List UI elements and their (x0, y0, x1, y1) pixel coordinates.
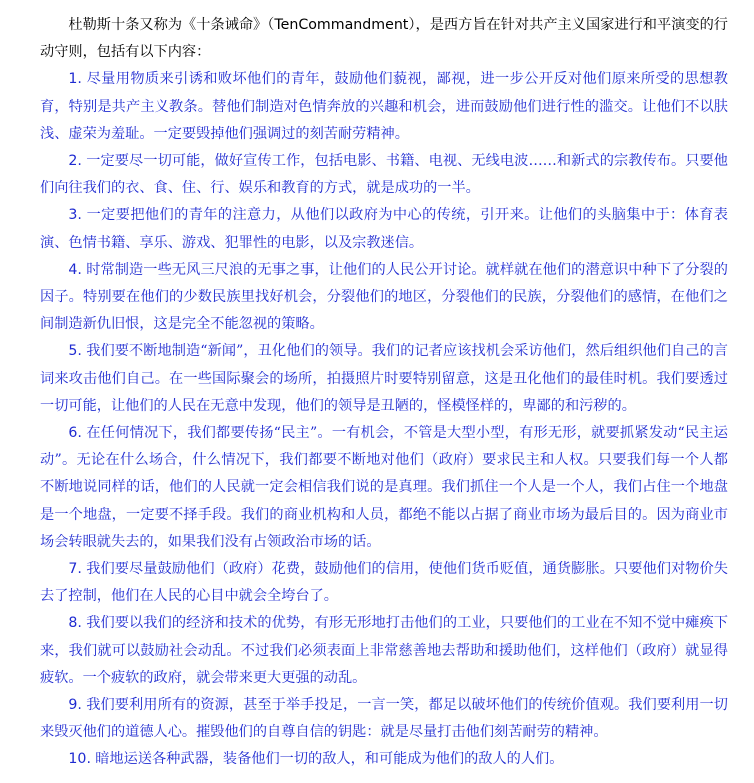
list-item-number: 5. (68, 343, 82, 360)
intro-title-latin: TenCommandment (274, 17, 409, 33)
list-item-5 (40, 338, 728, 420)
list-item-text: 我们要不断地制造“新闻”，丑化他们的领导。我们的记者应该找机会采访他们，然后组织他们自己的言词来攻击他们自己。在一些国际聚会的场所，拍摄照片时要特别留意，这是丑化他们的最佳时机。我们要透过一切可能，让他们的人民在无意中发现，他们的领导是丑陋的，怪模怪样的，卑鄙的和污秽的。 (40, 343, 728, 414)
list-item-text: 我们要尽量鼓励他们（政府）花费，鼓励他们的信用，使他们货币贬值，通货膨胀。只要他们对物价失去了控制，他们在人民的心目中就会全垮台了。 (40, 561, 728, 605)
list-item-text: 我们要利用所有的资源，甚至于举手投足，一言一笑，都足以破坏他们的传统价值观。我们要利用一切来毁灭他们的道德人心。摧毁他们的自尊自信的钥匙：就是尽量打击他们刻苦耐劳的精神。 (40, 697, 728, 741)
intro-text-before-title: 杜勒斯十条又称为《十条诫命》（ (68, 17, 275, 33)
list-item-4 (40, 257, 728, 339)
list-item-text: 尽量用物质来引诱和败坏他们的青年，鼓励他们藐视，鄙视，进一步公开反对他们原来所受的思想教育，特别是共产主义教条。替他们制造对色情奔放的兴趣和机会，进而鼓励他们进行性的滥交。让他们不以肤浅、虚荣为羞耻。一定要毁掉他们强调过的刻苦耐劳精神。 (40, 71, 728, 142)
list-item-text: 我们要以我们的经济和技术的优势，有形无形地打击他们的工业，只要他们的工业在不知不觉中瘫痪下来，我们就可以鼓励社会动乱。不过我们必须表面上非常慈善地去帮助和援助他们，这样他们（政府）就显得疲软。一个疲软的政府，就会带来更大更强的动乱。 (40, 615, 728, 686)
list-item-6 (40, 420, 728, 556)
list-item-number: 6. (68, 425, 82, 442)
list-item-number: 4. (68, 261, 82, 278)
list-item-9 (40, 692, 728, 746)
list-item-10 (40, 746, 728, 773)
list-item-text: 在任何情况下，我们都要传扬“民主”。一有机会，不管是大型小型，有形无形，就要抓紧发动“民主运动”。无论在什么场合，什么情况下，我们都要不断地对他们（政府）要求民主和人权。只要我们每一个人都不断地说同样的话，他们的人民就一定会相信我们说的是真理。我们抓住一个人是一个人，我们占住一个地盘是一个地盘，一定要不择手段。我们的商业机构和人员，都绝不能以占据了商业市场为最后目的。因为商业市场会转眼就失去的，如果我们没有占领政治市场的话。 (40, 425, 728, 550)
list-item-text: 一定要尽一切可能，做好宣传工作，包括电影、书籍、电视、无线电波……和新式的宗教传布。只要他们向往我们的衣、食、住、行、娱乐和教育的方式，就是成功的一半。 (40, 153, 728, 197)
list-item-number: 8. (68, 615, 82, 632)
list-item-text: 时常制造一些无风三尺浪的无事之事，让他们的人民公开讨论。就样就在他们的潜意识中种下了分裂的因子。特别要在他们的少数民族里找好机会，分裂他们的地区，分裂他们的民族，分裂他们的感情，在他们之间制造新仇旧恨，这是完全不能忽视的策略。 (40, 261, 728, 333)
list-item-7 (40, 556, 728, 610)
list-item-3 (40, 202, 728, 256)
list-item-number: 10. (68, 751, 91, 768)
list-item-number: 7. (68, 561, 82, 578)
list-item-1 (40, 66, 728, 148)
list-item-text: 暗地运送各种武器，装备他们一切的敌人，和可能成为他们的敌人的人们。 (95, 751, 564, 768)
intro-text-after-title: ），是西方旨在针对共产主义国家进行和平演变的行动守则，包括有以下内容： (40, 17, 728, 61)
list-item-2 (40, 148, 728, 202)
list-item-text: 一定要把他们的青年的注意力，从他们以政府为中心的传统，引开来。让他们的头脑集中于：体育表演、色情书籍、享乐、游戏、犯罪性的电影，以及宗教迷信。 (40, 207, 728, 251)
intro-paragraph (40, 12, 728, 66)
list-item-number: 9. (68, 697, 82, 714)
list-item-number: 2. (68, 153, 82, 170)
list-item-number: 1. (68, 71, 82, 88)
list-item-number: 3. (68, 207, 82, 224)
list-item-8 (40, 610, 728, 692)
